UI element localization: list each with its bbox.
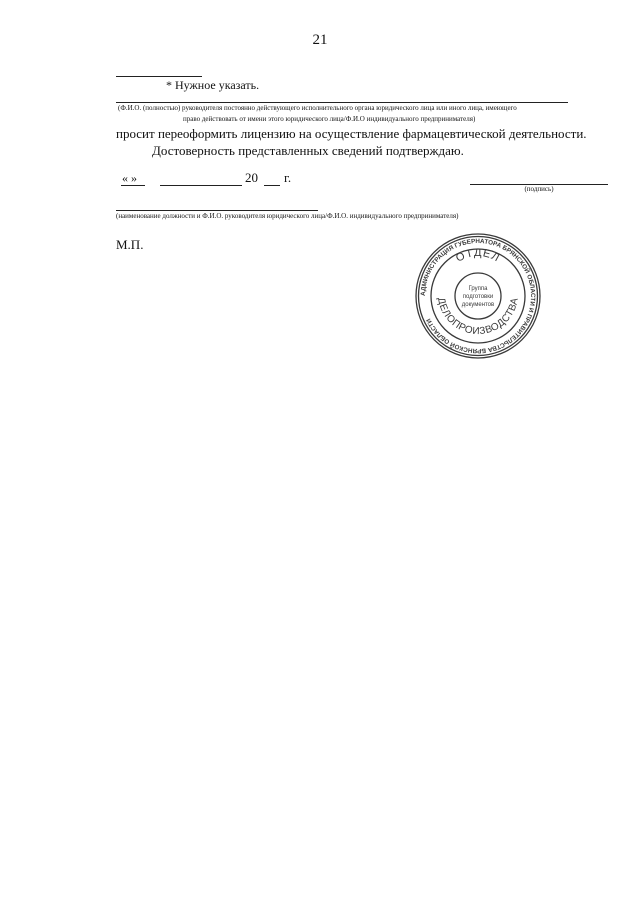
stamp-center-line-2: подготовки	[462, 294, 494, 300]
date-century: 20	[245, 170, 258, 185]
signature-caption: (подпись)	[524, 185, 554, 193]
stamp-graphic	[414, 232, 542, 360]
fio-rule	[116, 102, 568, 103]
stamp-center-line-1: Группа	[468, 286, 488, 292]
date-month-blank	[160, 185, 242, 186]
stamp-seal	[414, 232, 542, 360]
fio-caption-line2: право действовать от имени этого юридического лица/Ф.И.О индивидуального предпринимателя)	[183, 115, 476, 123]
date-year-blank	[264, 185, 280, 186]
footnote-rule	[116, 76, 202, 77]
date-year-suffix: г.	[284, 170, 292, 185]
date-day-quotes: « »	[122, 171, 137, 185]
stamp-center-line-3: документов	[461, 302, 495, 308]
date-day-blank	[121, 185, 145, 186]
body-line-2: Достоверность представленных сведений подтверждаю.	[152, 143, 464, 158]
stamp-outer-text: АДМИНИСТРАЦИЯ ГУБЕРНАТОРА БРЯНСКОЙ ОБЛАСТИ И ПРАВИТЕЛЬСТВА БРЯНСКОЙ ОБЛАСТИ	[419, 237, 537, 355]
footnote: * Нужное указать.	[166, 78, 260, 92]
position-caption: (наименование должности и Ф.И.О. руководителя юридического лица/Ф.И.О. индивидуального предпринимателя)	[116, 212, 459, 220]
stamp-bottom-text: ДЕЛОПРОИЗВОДСТВА	[435, 296, 521, 338]
position-rule	[116, 210, 318, 211]
body-line-1: просит переоформить лицензию на осуществление фармацевтической деятельности.	[116, 126, 587, 141]
fio-caption-line1: (Ф.И.О. (полностью) руководителя постоянно действующего исполнительного органа юридического лица или иного лица, имеющего	[118, 104, 517, 112]
page-number: 21	[312, 32, 328, 48]
stamp-top-text: ОТДЕЛ	[454, 246, 503, 265]
seal-place-label: М.П.	[116, 237, 144, 252]
